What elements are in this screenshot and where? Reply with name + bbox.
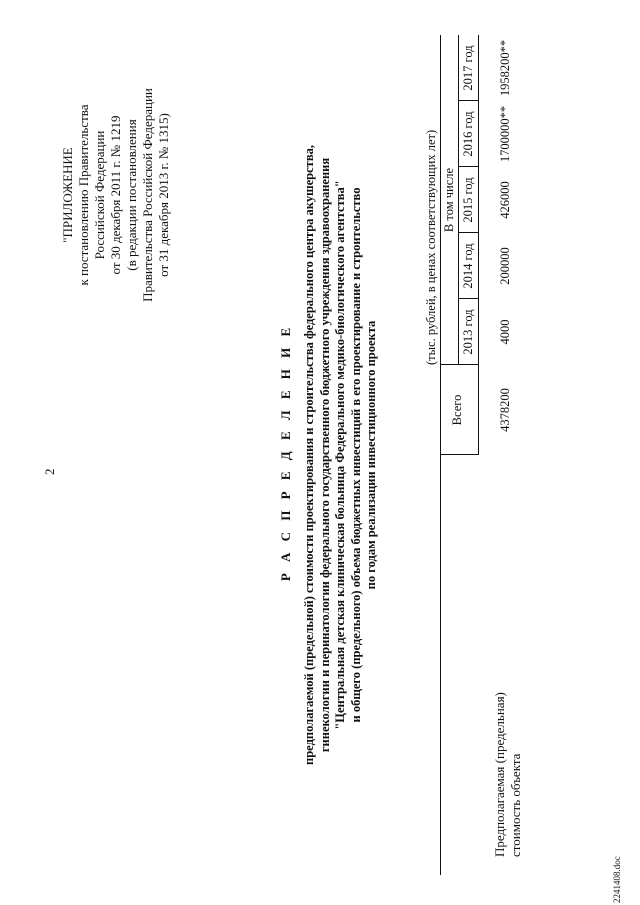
appendix-block [60, 45, 172, 345]
header-year: 2015 год [461, 177, 475, 223]
value-2013: 4000 [498, 319, 512, 345]
header-including: В том числе [442, 167, 456, 233]
table-including-border [458, 35, 459, 365]
subtitle-line: гинекологии и перинатологии федерального государственного бюджетного учреждения здравоохранения [317, 157, 332, 753]
appendix-line: Правительства Российской Федерации [140, 88, 155, 302]
row-label-line: Предполагаемая (предельная) [492, 692, 507, 857]
subtitle-line: предполагаемой (предельной) стоимости проектирования и строительства федерального центра акушерства, [302, 145, 316, 765]
header-year: 2013 год [461, 309, 475, 355]
header-year: 2016 год [461, 111, 475, 157]
table-top-border [440, 35, 441, 875]
row-label [492, 692, 524, 857]
row-label-line: стоимость объекта [508, 753, 523, 857]
subtitle-line: по годам реализации инвестиционного проекта [364, 320, 378, 590]
appendix-line: Российской Федерации [92, 130, 107, 260]
appendix-line: от 30 декабря 2011 г. № 1219 [108, 115, 123, 275]
value-2016: 1700000** [498, 105, 512, 163]
page-number: 2 [42, 468, 57, 475]
header-total: Всего [450, 394, 464, 426]
value-2017: 1958200** [498, 39, 512, 97]
appendix-line: от 31 декабря 2013 г. № 1315) [156, 113, 171, 277]
value-total: 4378200 [498, 388, 512, 432]
document-title: Р А С П Р Е Д Е Л Е Н И Е [278, 323, 293, 582]
subtitle-line: и общего (предельного) объема бюджетных инвестиций в его проектирование и строительство [348, 187, 363, 723]
value-2015: 426000 [498, 181, 512, 219]
document-subtitle [302, 65, 380, 845]
appendix-line: (в редакции постановления [124, 119, 139, 271]
subtitle-line: "Центральная детская клиническая больница Федерального медико-биологического агентства" [333, 180, 347, 730]
units-note: (тыс. рублей, в ценах соответствующих лет) [424, 129, 438, 365]
header-year: 2014 год [461, 243, 475, 289]
appendix-line: "ПРИЛОЖЕНИЕ [60, 147, 75, 243]
footer-filename: 2241408.doc [612, 856, 622, 903]
appendix-line: к постановлению Правительства [76, 104, 91, 286]
header-year: 2017 год [461, 45, 475, 91]
value-2014: 200000 [498, 247, 512, 285]
table-header-border [478, 35, 479, 455]
